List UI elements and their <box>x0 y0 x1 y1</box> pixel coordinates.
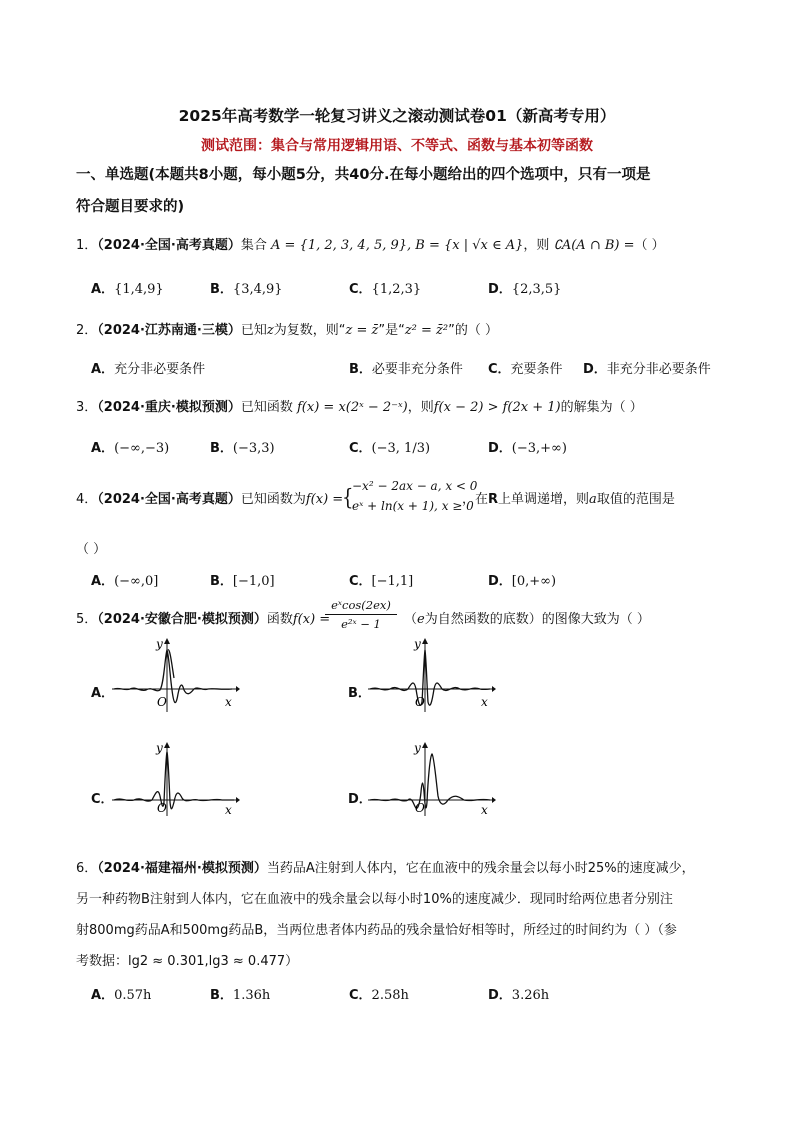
q2-option-c[interactable]: C．充要条件 <box>488 362 563 377</box>
q6-option-a[interactable]: A．0.57h <box>91 988 152 1003</box>
question-4: 4．（2024·全国·高考真题）已知函数为f(x) = <box>76 492 344 507</box>
question-6-line2: 另一种药物B注射到人体内，它在血液中的残余量会以每小时10%的速度减少．现同时给两位患者分别注 <box>76 892 673 907</box>
q2-option-a[interactable]: A．充分非必要条件 <box>91 362 206 377</box>
q6-option-c[interactable]: C．2.58h <box>349 988 409 1003</box>
q4-option-b[interactable]: B．[−1,0] <box>210 574 275 589</box>
q3-option-a[interactable]: A．(−∞,−3) <box>91 441 170 456</box>
section-heading-line1: 一、单选题(本题共8小题，每小题5分，共40分.在每小题给出的四个选项中，只有一项是 <box>76 167 651 183</box>
svg-text:O: O <box>415 695 425 709</box>
q5-option-a[interactable]: A． <box>91 686 115 701</box>
q1-option-c[interactable]: C．{1,2,3} <box>349 282 422 297</box>
svg-text:y: y <box>156 741 163 755</box>
graph-b <box>368 636 496 712</box>
svg-text:O: O <box>415 801 425 815</box>
question-6-line1: 6．（2024·福建福州·模拟预测）当药品A注射到人体内，它在血液中的残余量会以每小时25%的速度减少， <box>76 861 695 876</box>
svg-text:x: x <box>225 803 232 816</box>
page-title: 2025年高考数学一轮复习讲义之滚动测试卷01（新高考专用） <box>178 107 616 125</box>
y-axis-label: y <box>156 637 163 651</box>
q6-option-d[interactable]: D．3.26h <box>488 988 550 1003</box>
q5-option-b[interactable]: B． <box>348 686 371 701</box>
q1-option-b[interactable]: B．{3,4,9} <box>210 282 283 297</box>
fraction-numerator: eˣcos(2ex) <box>331 598 391 612</box>
q4-option-d[interactable]: D．[0,+∞) <box>488 574 557 589</box>
fraction-bar <box>325 614 397 615</box>
svg-text:O: O <box>157 801 167 815</box>
q2-option-b[interactable]: B．必要非充分条件 <box>349 362 463 377</box>
question-4-answer-paren: （ ） <box>76 542 107 557</box>
q3-option-c[interactable]: C．(−3, 1/3) <box>349 441 431 456</box>
question-5-tail: （e为自然函数的底数）的图像大致为（ ） <box>404 612 650 627</box>
graph-c <box>112 740 240 816</box>
x-axis-label: x <box>225 695 232 709</box>
q4-option-c[interactable]: C．[−1,1] <box>349 574 414 589</box>
q5-option-d[interactable]: D． <box>348 792 372 807</box>
svg-text:x: x <box>481 695 488 709</box>
q6-option-b[interactable]: B．1.36h <box>210 988 271 1003</box>
q5-option-c[interactable]: C． <box>91 792 114 807</box>
q2-option-d[interactable]: D．非充分非必要条件 <box>583 362 711 377</box>
test-scope: 测试范围：集合与常用逻辑用语、不等式、函数与基本初等函数 <box>201 138 593 154</box>
q3-option-b[interactable]: B．(−3,3) <box>210 441 275 456</box>
question-6-line3: 射800mg药品A和500mg药品B，当两位患者体内药品的残余量恰好相等时，所经过的时间约为（ ）（参 <box>76 923 677 938</box>
question-1: 1．（2024·全国·高考真题）集合 A = {1, 2, 3, 4, 5, 9}, B = {x | √x ∈ A}，则 ∁A(A ∩ B) =（ ） <box>76 238 665 253</box>
q3-option-d[interactable]: D．(−3,+∞) <box>488 441 567 456</box>
section-heading-line2: 符合题目要求的) <box>76 199 185 215</box>
svg-text:y: y <box>414 637 421 651</box>
graph-d <box>368 740 496 816</box>
question-4-tail: ，在R上单调递增，则a取值的范围是 <box>462 492 675 507</box>
piecewise-brace: { <box>342 484 354 511</box>
piecewise-case-1: −x² − 2ax − a, x < 0 <box>352 479 478 493</box>
question-6-line4: 考数据：lg2 ≈ 0.301,lg3 ≈ 0.477） <box>76 954 299 969</box>
question-3: 3．（2024·重庆·模拟预测）已知函数 f(x) = x(2ˣ − 2⁻ˣ)，则f(x − 2) > f(2x + 1)的解集为（ ） <box>76 400 643 415</box>
piecewise-case-2: eˣ + ln(x + 1), x ≥ 0 <box>352 499 474 513</box>
question-2: 2．（2024·江苏南通·三模）已知z为复数，则“z = z̄”是“z² = z̄²”的（ ） <box>76 323 498 338</box>
origin-label: O <box>157 695 167 709</box>
q1-option-a[interactable]: A．{1,4,9} <box>91 282 164 297</box>
fraction-denominator: e²ˣ − 1 <box>341 617 381 631</box>
q1-option-d[interactable]: D．{2,3,5} <box>488 282 562 297</box>
question-5: 5．（2024·安徽合肥·模拟预测）函数f(x) = <box>76 612 331 627</box>
q4-option-a[interactable]: A．(−∞,0] <box>91 574 159 589</box>
svg-text:x: x <box>481 803 488 816</box>
graph-a <box>112 636 240 712</box>
svg-text:y: y <box>414 741 421 755</box>
